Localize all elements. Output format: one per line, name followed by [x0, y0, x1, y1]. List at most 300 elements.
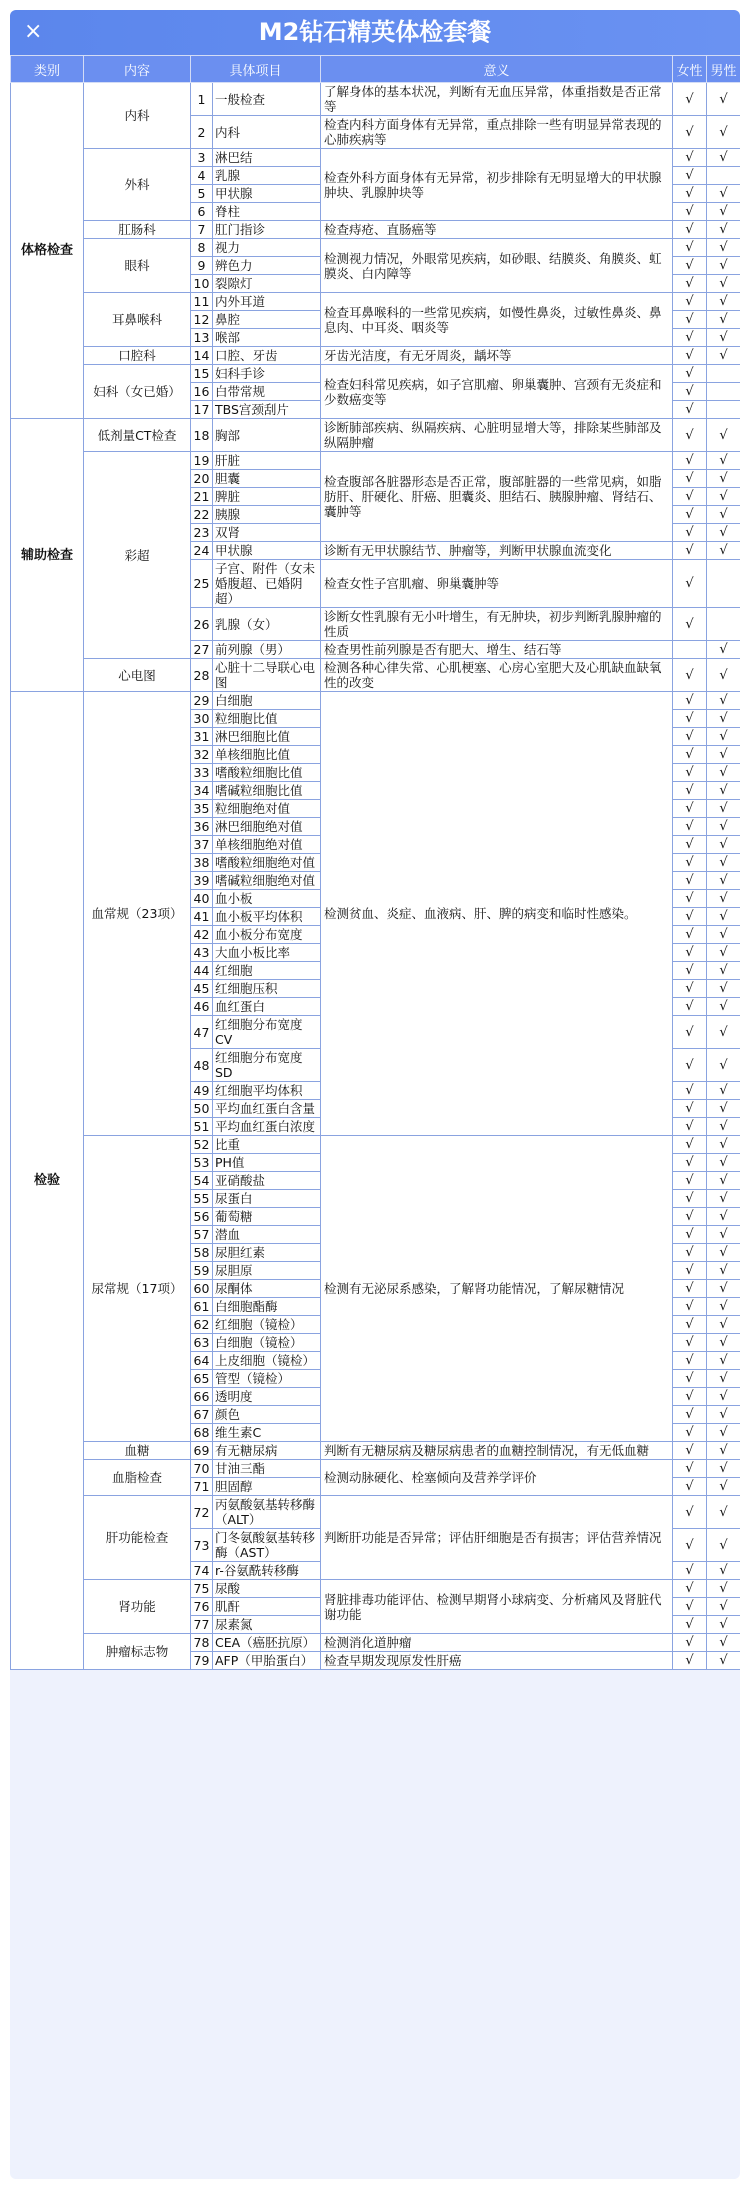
female-check: √ [673, 203, 707, 221]
table-row [11, 1580, 741, 1598]
male-check: √ [707, 962, 740, 980]
header-meaning: 意义 [321, 56, 673, 83]
item-number: 6 [191, 203, 213, 221]
item-name: 辨色力 [213, 257, 321, 275]
item-number: 43 [191, 944, 213, 962]
meaning-cell: 检查男性前列腺是否有肥大、增生、结石等 [321, 641, 673, 659]
content-cell: 肛肠科 [84, 221, 191, 239]
item-number: 7 [191, 221, 213, 239]
meaning-cell: 检测有无泌尿系感染，了解肾功能情况，了解尿糖情况 [321, 1136, 673, 1442]
item-name: 管型（镜检） [213, 1370, 321, 1388]
item-number: 37 [191, 836, 213, 854]
male-check: √ [707, 1316, 740, 1334]
female-check: √ [673, 401, 707, 419]
item-number: 29 [191, 692, 213, 710]
meaning-cell: 检查耳鼻喉科的一些常见疾病，如慢性鼻炎，过敏性鼻炎、鼻息肉、中耳炎、咽炎等 [321, 293, 673, 347]
item-number: 32 [191, 746, 213, 764]
item-name: 红细胞分布宽度CV [213, 1016, 321, 1049]
male-check: √ [707, 1424, 740, 1442]
item-name: 白细胞（镜检） [213, 1334, 321, 1352]
male-check: √ [707, 419, 740, 452]
male-check: √ [707, 1442, 740, 1460]
female-check: √ [673, 1598, 707, 1616]
item-number: 26 [191, 608, 213, 641]
male-check [707, 167, 740, 185]
item-name: 亚硝酸盐 [213, 1172, 321, 1190]
female-check: √ [673, 1316, 707, 1334]
item-name: 潜血 [213, 1226, 321, 1244]
female-check: √ [673, 542, 707, 560]
meaning-cell: 了解身体的基本状况，判断有无血压异常，体重指数是否正常等 [321, 83, 673, 116]
female-check: √ [673, 944, 707, 962]
female-check: √ [673, 782, 707, 800]
female-check: √ [673, 854, 707, 872]
female-check: √ [673, 1352, 707, 1370]
item-number: 36 [191, 818, 213, 836]
content-cell: 肾功能 [84, 1580, 191, 1634]
item-number: 73 [191, 1529, 213, 1562]
male-check [707, 560, 740, 608]
male-check: √ [707, 1154, 740, 1172]
male-check: √ [707, 524, 740, 542]
item-number: 40 [191, 890, 213, 908]
female-check: √ [673, 221, 707, 239]
close-icon[interactable]: × [24, 19, 43, 44]
item-name: 嗜酸粒细胞比值 [213, 764, 321, 782]
female-check: √ [673, 1262, 707, 1280]
item-number: 20 [191, 470, 213, 488]
female-check: √ [673, 239, 707, 257]
male-check: √ [707, 782, 740, 800]
meaning-cell: 检测各种心律失常、心肌梗塞、心房心室肥大及心肌缺血缺氧性的改变 [321, 659, 673, 692]
female-check: √ [673, 908, 707, 926]
item-number: 38 [191, 854, 213, 872]
item-number: 51 [191, 1118, 213, 1136]
meaning-cell: 检查内科方面身体有无异常，重点排除一些有明显异常表现的心肺疾病等 [321, 116, 673, 149]
item-number: 23 [191, 524, 213, 542]
table-row [11, 659, 741, 692]
male-check: √ [707, 470, 740, 488]
header-male: 男性 [707, 56, 740, 83]
male-check [707, 365, 740, 383]
female-check: √ [673, 275, 707, 293]
male-check: √ [707, 764, 740, 782]
item-name: 胸部 [213, 419, 321, 452]
item-number: 16 [191, 383, 213, 401]
item-name: r-谷氨酰转移酶 [213, 1562, 321, 1580]
item-number: 34 [191, 782, 213, 800]
item-name: 前列腺（男） [213, 641, 321, 659]
male-check: √ [707, 998, 740, 1016]
item-number: 62 [191, 1316, 213, 1334]
male-check: √ [707, 293, 740, 311]
item-number: 1 [191, 83, 213, 116]
meaning-cell: 检测消化道肿瘤 [321, 1634, 673, 1652]
item-name: 血小板平均体积 [213, 908, 321, 926]
item-number: 21 [191, 488, 213, 506]
male-check: √ [707, 854, 740, 872]
male-check: √ [707, 1082, 740, 1100]
item-number: 64 [191, 1352, 213, 1370]
male-check: √ [707, 1580, 740, 1598]
item-number: 5 [191, 185, 213, 203]
content-cell: 低剂量CT检查 [84, 419, 191, 452]
female-check: √ [673, 962, 707, 980]
package-card [10, 10, 740, 2179]
female-check: √ [673, 488, 707, 506]
item-name: 白细胞酯酶 [213, 1298, 321, 1316]
content-cell: 肝功能检查 [84, 1496, 191, 1580]
female-check: √ [673, 506, 707, 524]
female-check: √ [673, 383, 707, 401]
item-number: 47 [191, 1016, 213, 1049]
item-name: 鼻腔 [213, 311, 321, 329]
male-check: √ [707, 1529, 740, 1562]
female-check: √ [673, 1634, 707, 1652]
item-number: 45 [191, 980, 213, 998]
item-number: 18 [191, 419, 213, 452]
item-number: 46 [191, 998, 213, 1016]
item-name: 肌酐 [213, 1598, 321, 1616]
item-name: 单核细胞绝对值 [213, 836, 321, 854]
male-check: √ [707, 83, 740, 116]
item-number: 72 [191, 1496, 213, 1529]
item-name: 葡萄糖 [213, 1208, 321, 1226]
female-check: √ [673, 1406, 707, 1424]
meaning-cell: 检查痔疮、直肠癌等 [321, 221, 673, 239]
item-name: 有无糖尿病 [213, 1442, 321, 1460]
meaning-cell: 诊断女性乳腺有无小叶增生，有无肿块，初步判断乳腺肿瘤的性质 [321, 608, 673, 641]
female-check: √ [673, 1424, 707, 1442]
male-check: √ [707, 347, 740, 365]
item-name: 白细胞 [213, 692, 321, 710]
content-cell: 肿瘤标志物 [84, 1634, 191, 1670]
item-name: 尿蛋白 [213, 1190, 321, 1208]
item-name: 内外耳道 [213, 293, 321, 311]
item-number: 25 [191, 560, 213, 608]
content-cell: 妇科（女已婚） [84, 365, 191, 419]
male-check: √ [707, 149, 740, 167]
meaning-cell: 判断有无糖尿病及糖尿病患者的血糖控制情况，有无低血糖 [321, 1442, 673, 1460]
content-cell: 外科 [84, 149, 191, 221]
male-check: √ [707, 506, 740, 524]
item-name: 平均血红蛋白浓度 [213, 1118, 321, 1136]
female-check: √ [673, 980, 707, 998]
item-name: 双肾 [213, 524, 321, 542]
female-check: √ [673, 311, 707, 329]
male-check: √ [707, 836, 740, 854]
meaning-cell: 检查外科方面身体有无异常，初步排除有无明显增大的甲状腺肿块、乳腺肿块等 [321, 149, 673, 221]
item-name: 红细胞分布宽度SD [213, 1049, 321, 1082]
item-number: 75 [191, 1580, 213, 1598]
item-number: 78 [191, 1634, 213, 1652]
male-check: √ [707, 1652, 740, 1670]
female-check: √ [673, 1388, 707, 1406]
content-cell: 尿常规（17项） [84, 1136, 191, 1442]
male-check: √ [707, 1388, 740, 1406]
male-check: √ [707, 1016, 740, 1049]
item-number: 70 [191, 1460, 213, 1478]
category-cell: 检验 [11, 692, 84, 1670]
item-number: 66 [191, 1388, 213, 1406]
male-check: √ [707, 1460, 740, 1478]
item-name: 白带常规 [213, 383, 321, 401]
item-name: 大血小板比率 [213, 944, 321, 962]
female-check: √ [673, 836, 707, 854]
female-check: √ [673, 1016, 707, 1049]
item-name: 喉部 [213, 329, 321, 347]
item-number: 52 [191, 1136, 213, 1154]
meaning-cell: 检测贫血、炎症、血液病、肝、脾的病变和临时性感染。 [321, 692, 673, 1136]
male-check: √ [707, 1478, 740, 1496]
meaning-cell: 检查妇科常见疾病，如子宫肌瘤、卵巢囊肿、宫颈有无炎症和少数癌变等 [321, 365, 673, 419]
meaning-cell: 肾脏排毒功能评估、检测早期肾小球病变、分析痛风及肾脏代谢功能 [321, 1580, 673, 1634]
female-check: √ [673, 728, 707, 746]
item-number: 63 [191, 1334, 213, 1352]
table-row [11, 365, 741, 383]
male-check: √ [707, 1049, 740, 1082]
female-check: √ [673, 800, 707, 818]
female-check: √ [673, 890, 707, 908]
item-number: 30 [191, 710, 213, 728]
female-check: √ [673, 1154, 707, 1172]
male-check: √ [707, 1136, 740, 1154]
table-header-row [11, 56, 741, 83]
item-name: 红细胞 [213, 962, 321, 980]
item-name: 淋巴细胞比值 [213, 728, 321, 746]
item-name: 粒细胞比值 [213, 710, 321, 728]
item-name: 比重 [213, 1136, 321, 1154]
item-number: 14 [191, 347, 213, 365]
item-number: 49 [191, 1082, 213, 1100]
item-number: 9 [191, 257, 213, 275]
item-name: 红细胞平均体积 [213, 1082, 321, 1100]
page-title: M2钻石精英体检套餐 [258, 18, 492, 46]
female-check: √ [673, 452, 707, 470]
female-check: √ [673, 329, 707, 347]
male-check [707, 383, 740, 401]
item-number: 71 [191, 1478, 213, 1496]
item-name: 心脏十二导联心电图 [213, 659, 321, 692]
content-cell: 口腔科 [84, 347, 191, 365]
item-name: 一般检查 [213, 83, 321, 116]
female-check: √ [673, 1529, 707, 1562]
female-check: √ [673, 608, 707, 641]
item-name: 胆囊 [213, 470, 321, 488]
item-number: 54 [191, 1172, 213, 1190]
table-row [11, 1442, 741, 1460]
item-number: 12 [191, 311, 213, 329]
table-row [11, 1634, 741, 1652]
header-female: 女性 [673, 56, 707, 83]
category-cell: 辅助检查 [11, 419, 84, 692]
item-name: 尿素氮 [213, 1616, 321, 1634]
item-number: 31 [191, 728, 213, 746]
content-cell: 心电图 [84, 659, 191, 692]
item-name: 颜色 [213, 1406, 321, 1424]
female-check: √ [673, 293, 707, 311]
meaning-cell: 检查早期发现原发性肝癌 [321, 1652, 673, 1670]
item-number: 35 [191, 800, 213, 818]
header-item: 具体项目 [191, 56, 321, 83]
content-cell: 血脂检查 [84, 1460, 191, 1496]
item-number: 11 [191, 293, 213, 311]
male-check: √ [707, 542, 740, 560]
item-number: 48 [191, 1049, 213, 1082]
female-check: √ [673, 1172, 707, 1190]
item-name: 嗜碱粒细胞绝对值 [213, 872, 321, 890]
item-name: 甲状腺 [213, 185, 321, 203]
male-check: √ [707, 944, 740, 962]
item-number: 61 [191, 1298, 213, 1316]
female-check: √ [673, 1616, 707, 1634]
item-number: 39 [191, 872, 213, 890]
female-check: √ [673, 1442, 707, 1460]
male-check: √ [707, 710, 740, 728]
table-row [11, 452, 741, 470]
male-check: √ [707, 926, 740, 944]
female-check: √ [673, 1334, 707, 1352]
item-name: 肛门指诊 [213, 221, 321, 239]
table-row [11, 293, 741, 311]
female-check: √ [673, 872, 707, 890]
female-check: √ [673, 692, 707, 710]
item-number: 15 [191, 365, 213, 383]
item-name: 甲状腺 [213, 542, 321, 560]
header-content: 内容 [84, 56, 191, 83]
content-cell: 彩超 [84, 452, 191, 659]
female-check: √ [673, 365, 707, 383]
item-name: 尿酸 [213, 1580, 321, 1598]
item-name: 甘油三酯 [213, 1460, 321, 1478]
item-name: 嗜碱粒细胞比值 [213, 782, 321, 800]
male-check: √ [707, 257, 740, 275]
female-check: √ [673, 1478, 707, 1496]
meaning-cell: 诊断有无甲状腺结节、肿瘤等，判断甲状腺血流变化 [321, 542, 673, 560]
table-row [11, 1496, 741, 1529]
item-name: 尿酮体 [213, 1280, 321, 1298]
item-number: 3 [191, 149, 213, 167]
item-number: 28 [191, 659, 213, 692]
male-check: √ [707, 1226, 740, 1244]
male-check: √ [707, 659, 740, 692]
item-name: 乳腺 [213, 167, 321, 185]
item-number: 59 [191, 1262, 213, 1280]
male-check: √ [707, 1190, 740, 1208]
meaning-cell: 判断肝功能是否异常；评估肝细胞是否有损害；评估营养情况 [321, 1496, 673, 1580]
header-category: 类别 [11, 56, 84, 83]
female-check: √ [673, 1580, 707, 1598]
female-check: √ [673, 1370, 707, 1388]
female-check: √ [673, 818, 707, 836]
female-check: √ [673, 710, 707, 728]
item-number: 68 [191, 1424, 213, 1442]
item-name: PH值 [213, 1154, 321, 1172]
male-check: √ [707, 239, 740, 257]
content-cell: 血糖 [84, 1442, 191, 1460]
female-check: √ [673, 1049, 707, 1082]
item-number: 41 [191, 908, 213, 926]
table-row [11, 347, 741, 365]
male-check: √ [707, 1334, 740, 1352]
male-check: √ [707, 221, 740, 239]
item-number: 22 [191, 506, 213, 524]
female-check: √ [673, 1496, 707, 1529]
female-check: √ [673, 1190, 707, 1208]
item-number: 19 [191, 452, 213, 470]
item-name: 子宫、附件（女未婚腹超、已婚阴超） [213, 560, 321, 608]
item-name: 血小板分布宽度 [213, 926, 321, 944]
female-check: √ [673, 1118, 707, 1136]
male-check: √ [707, 185, 740, 203]
item-name: 尿胆红素 [213, 1244, 321, 1262]
item-name: 平均血红蛋白含量 [213, 1100, 321, 1118]
female-check: √ [673, 1100, 707, 1118]
female-check: √ [673, 926, 707, 944]
male-check: √ [707, 1208, 740, 1226]
item-number: 53 [191, 1154, 213, 1172]
male-check: √ [707, 692, 740, 710]
female-check: √ [673, 1460, 707, 1478]
item-name: AFP（甲胎蛋白） [213, 1652, 321, 1670]
female-check: √ [673, 998, 707, 1016]
item-name: 肝脏 [213, 452, 321, 470]
item-name: 淋巴结 [213, 149, 321, 167]
content-cell: 内科 [84, 83, 191, 149]
female-check: √ [673, 1082, 707, 1100]
meaning-cell: 诊断肺部疾病、纵隔疾病、心脏明显增大等，排除某些肺部及纵隔肿瘤 [321, 419, 673, 452]
male-check: √ [707, 890, 740, 908]
content-cell: 眼科 [84, 239, 191, 293]
female-check: √ [673, 1244, 707, 1262]
male-check: √ [707, 908, 740, 926]
content-cell: 血常规（23项） [84, 692, 191, 1136]
female-check: √ [673, 1562, 707, 1580]
item-name: 淋巴细胞绝对值 [213, 818, 321, 836]
item-number: 58 [191, 1244, 213, 1262]
female-check: √ [673, 560, 707, 608]
meaning-cell: 牙齿光洁度，有无牙周炎，龋坏等 [321, 347, 673, 365]
male-check: √ [707, 818, 740, 836]
table-row [11, 692, 741, 710]
item-number: 55 [191, 1190, 213, 1208]
item-number: 57 [191, 1226, 213, 1244]
male-check: √ [707, 1118, 740, 1136]
male-check: √ [707, 1352, 740, 1370]
male-check: √ [707, 311, 740, 329]
male-check: √ [707, 1100, 740, 1118]
item-name: 门冬氨酸氨基转移酶（AST） [213, 1529, 321, 1562]
female-check: √ [673, 764, 707, 782]
item-number: 17 [191, 401, 213, 419]
male-check: √ [707, 872, 740, 890]
male-check: √ [707, 728, 740, 746]
female-check: √ [673, 659, 707, 692]
item-name: 视力 [213, 239, 321, 257]
item-name: 血小板 [213, 890, 321, 908]
male-check: √ [707, 1496, 740, 1529]
female-check: √ [673, 116, 707, 149]
item-name: 脾脏 [213, 488, 321, 506]
item-number: 67 [191, 1406, 213, 1424]
male-check: √ [707, 641, 740, 659]
male-check: √ [707, 1616, 740, 1634]
item-name: CEA（癌胚抗原） [213, 1634, 321, 1652]
category-cell: 体格检查 [11, 83, 84, 419]
item-number: 50 [191, 1100, 213, 1118]
table-row [11, 221, 741, 239]
item-name: 嗜酸粒细胞绝对值 [213, 854, 321, 872]
